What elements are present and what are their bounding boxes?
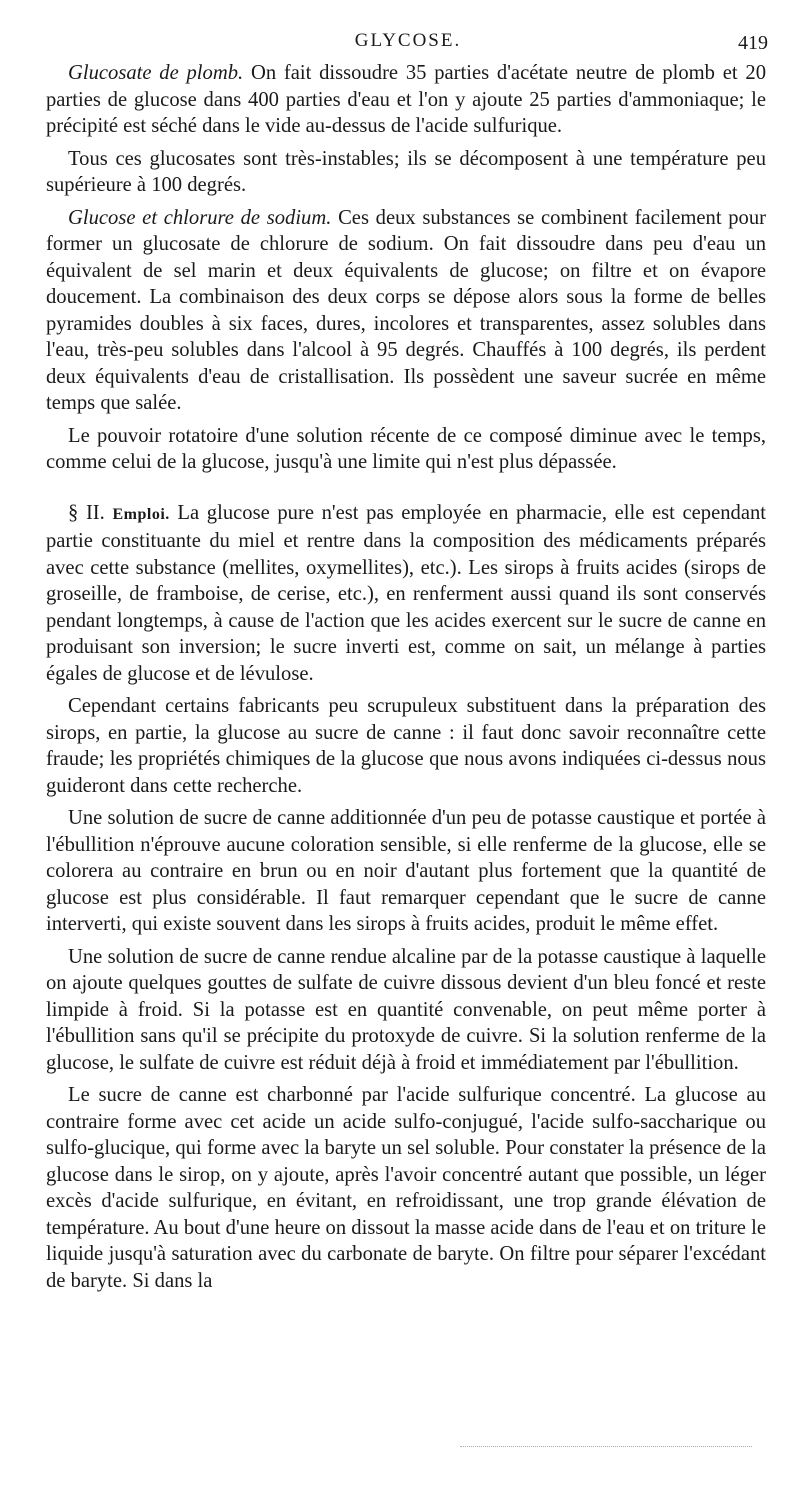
- paragraph-glucosate-de-plomb: [46, 60, 766, 140]
- section-title: Emploi.: [112, 505, 170, 523]
- paragraph-text: Cependant certains fabricants peu scrupuleux substituent dans la préparation des sirops, en partie, la glucose au sucre de canne : il faut donc savoir reconnaître cette fraude; les propriétés chimiques de la glucose que nous avons indiquées ci-dessus nous guideront dans cette recherche.: [46, 695, 766, 797]
- paragraph-text: Une solution de sucre de canne additionnée d'un peu de potasse caustique et portée à l'ébullition n'éprouve aucune coloration sensible, si elle renferme de la glucose, elle se colorera au contraire en brun ou en noir d'autant plus fortement que la quantité de glucose est plus considérable. Il faut remarquer cependant que le sucre de canne interverti, qui existe souvent dans les sirops à fruits acides, produit le même effet.: [46, 807, 766, 935]
- paragraph-acide-sulfurique: [46, 1082, 766, 1294]
- paragraph-glucose-chlorure-sodium: [46, 205, 766, 417]
- paragraph-glucosates-instables: [46, 146, 766, 199]
- paragraph-text: Ces deux substances se combinent facilement pour former un glucosate de chlorure de sodium. On fait dissoudre dans peu d'eau un équivalent de sel marin et deux équivalents de glucose; on filtre et on évapore doucement. La combinaison des deux corps se dépose alors sous la forme de belles pyramides doubles à six faces, dures, incolores et transparentes, assez solubles dans l'eau, très-peu solubles dans l'alcool à 95 degrés. Chauffés à 100 degrés, ils perdent deux équivalents d'eau de cristallisation. Ils possèdent une saveur sucrée en même temps que salée.: [46, 206, 766, 414]
- paragraph-text: Tous ces glucosates sont très-instables; ils se décomposent à une température peu supérieure à 100 degrés.: [46, 147, 766, 196]
- page-number: 419: [738, 32, 768, 54]
- paragraph-lead: Glucosate de plomb.: [68, 62, 244, 84]
- page-header: [48, 30, 768, 56]
- body-text: [46, 60, 766, 1300]
- paragraph-text: Une solution de sucre de canne rendue alcaline par de la potasse caustique à laquelle on ajoute quelques gouttes de sulfate de cuivre dissous devient d'un bleu foncé et reste limpide à froid. Si la potasse est en quantité convenable, on peut même porter à l'ébullition sans qu'il se précipite du protoxyde de cuivre. Si la solution renferme de la glucose, le sulfate de cuivre est réduit déjà à froid et immédiatement par l'ébullition.: [46, 945, 766, 1074]
- paragraph-lead: Glucose et chlorure de sodium.: [68, 206, 332, 229]
- paragraph-sulfate-de-cuivre: [46, 944, 766, 1077]
- paragraph-text: La glucose pure n'est pas employée en pharmacie, elle est cependant partie constituante du miel et rentre dans la composition des médicaments préparés avec cette substance (mellites, oxymellites), etc.). Les sirops à fruits acides (sirops de groseille, de framboise, de cerise, etc.), en renferment aussi quand ils sont conservés pendant longtemps, à cause de l'action que les acides exercent sur le sucre de canne en produisant son inversion; le sucre inverti est, comme on sait, un mélange à parties égales de glucose et de lévulose.: [46, 501, 766, 685]
- paragraph-pouvoir-rotatoire: [46, 423, 766, 476]
- footer-rule: [460, 1446, 752, 1447]
- paragraph-text: Le pouvoir rotatoire d'une solution récente de ce composé diminue avec le temps, comme celui de la glucose, jusqu'à une limite qui n'est plus dépassée.: [46, 424, 766, 473]
- paragraph-potasse-caustique: [46, 805, 766, 938]
- section-mark: § II.: [68, 501, 105, 524]
- paragraph-fraude: [46, 693, 766, 799]
- paragraph-text: Le sucre de canne est charbonné par l'acide sulfurique concentré. La glucose au contraire forme avec cet acide un acide sulfo-conjugué, l'acide sulfo-saccharique ou sulfo-glucique, qui forme avec la baryte un sel soluble. Pour constater la présence de la glucose dans le sirop, on y ajoute, après l'avoir concentré autant que possible, un léger excès d'acide sulfurique, en évitant, en refroidissant, une trop grande élévation de température. Au bout d'une heure on dissout la masse acide dans de l'eau et on triture le liquide jusqu'à saturation avec du carbonate de baryte. On filtre pour séparer l'excédant de baryte. Si dans la: [46, 1084, 766, 1292]
- running-head: GLYCOSE.: [354, 30, 462, 51]
- section-emploi: [46, 500, 766, 688]
- paragraph-text: On fait dissoudre 35 parties d'acétate neutre de plomb et 20 parties de glucose dans 400 parties d'eau et l'on y ajoute 25 parties d'ammoniaque; le précipité est séché dans le vide au-dessus de l'acide sulfurique.: [46, 62, 766, 137]
